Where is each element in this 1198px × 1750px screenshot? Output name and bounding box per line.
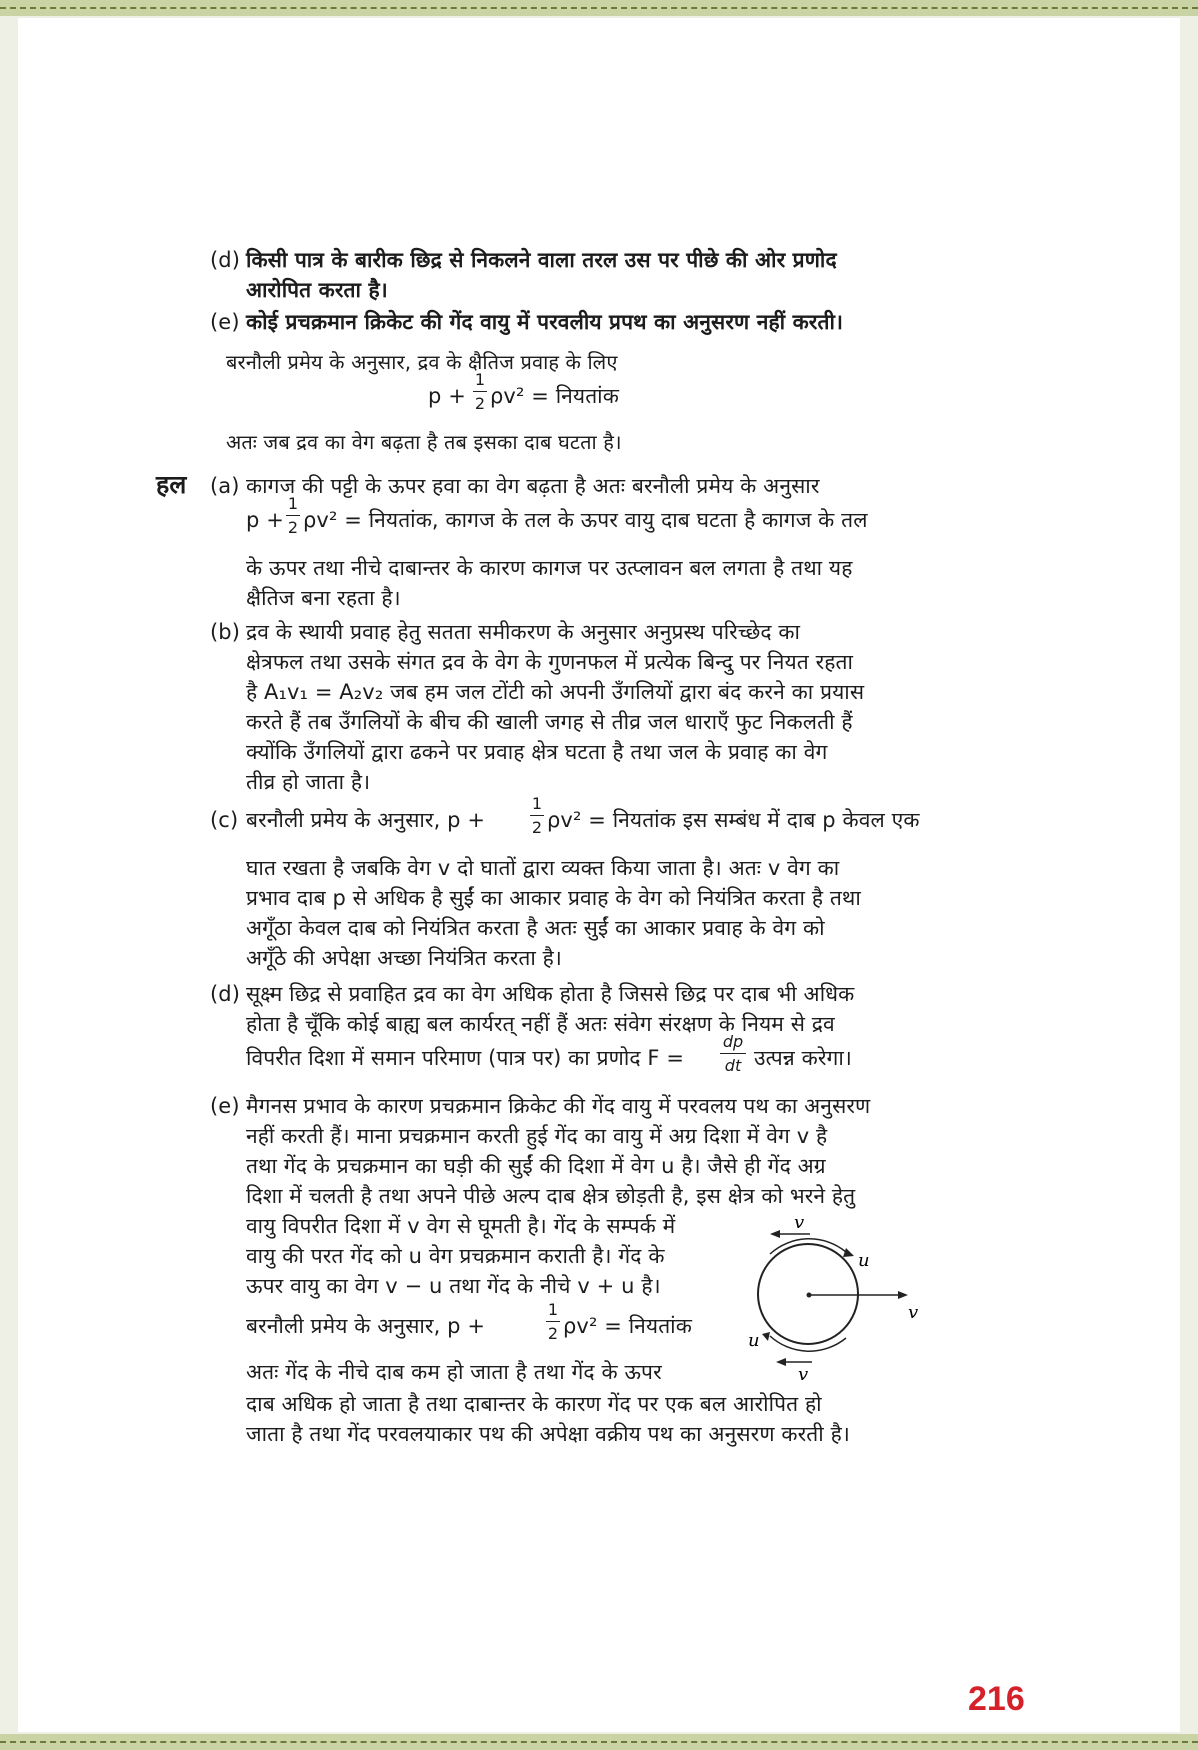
sol-c-line1-left: बरनौली प्रमेय के अनुसार, p + [246,808,486,832]
sol-c-line1-right: ρv² = नियतांक इस सम्बंध में दाब p केवल एक [547,808,920,832]
sol-a-frac-bar [286,515,300,516]
top-list-e-line1: कोई प्रचक्रमान क्रिकेट की गेंद वायु में परवलीय प्रपथ का अनुसरण नहीं करती। [246,310,844,334]
hint-frac-num: 1 [474,370,486,389]
sol-b-line6: तीव्र हो जाता है। [246,770,371,794]
sol-a-frac-den: 2 [287,518,299,537]
sol-c-label: (c) [210,808,239,832]
sol-b-line4: करते हैं तब उँगलियों के बीच की खाली जगह से तीव्र जल धाराएँ फुट निकलती हैं [246,710,853,734]
sol-d-line1: सूक्ष्म छिद्र से प्रवाहित द्रव का वेग अधिक होता है जिससे छिद्र पर दाब भी अधिक [246,982,855,1006]
sol-a-line4: क्षैतिज बना रहता है। [246,586,401,610]
sol-c-frac-num: 1 [531,794,543,813]
top-v-arrowhead [770,1230,780,1238]
fig-label-bottom-v: v [798,1364,809,1385]
fig-label-u-right: u [858,1250,870,1271]
hint-line1: बरनौली प्रमेय के अनुसार, द्रव के क्षैतिज प्रवाह के लिए [226,350,618,374]
hint-eq-left: p + [428,384,466,408]
sol-e-label: (e) [210,1094,240,1118]
sol-c-line5: अगूँठे की अपेक्षा अच्छा नियंत्रित करता है। [246,946,562,970]
sol-c-line4: अगूँठा केवल दाब को नियंत्रित करता है अतः सुईं का आकार प्रवाह के वेग को [246,916,825,940]
fig-label-v-right: v [908,1302,919,1323]
sol-e-line8-right: ρv² = नियतांक [563,1314,692,1338]
sol-c-line2: घात रखता है जबकि वेग v दो घातों द्वारा व्यक्त किया जाता है। अतः v वेग का [246,856,840,880]
bottom-border [0,1734,1198,1750]
sol-a-line3: के ऊपर तथा नीचे दाबान्तर के कारण कागज पर उत्प्लावन बल लगता है तथा यह [246,556,853,580]
sol-a-line1: कागज की पट्टी के ऊपर हवा का वेग बढ़ता है अतः बरनौली प्रमेय के अनुसार [246,474,820,498]
sol-e-frac-bar [546,1321,560,1322]
hint-frac-den: 2 [474,394,486,413]
hint-frac-bar [473,391,487,392]
top-list-d-label: (d) [210,248,241,272]
sol-a-frac-num: 1 [287,494,299,513]
fig-label-u-left: u [748,1330,760,1351]
sol-e-line5: वायु विपरीत दिशा में v वेग से घूमती है। गेंद के सम्पर्क में [246,1214,676,1238]
bottom-airflow-arrowhead [762,1332,770,1341]
sol-e-line2: नहीं करती हैं। माना प्रचक्रमान करती हुई गेंद का वायु में अग्र दिशा में वेग v है [246,1124,828,1148]
solution-heading: हल [156,470,187,499]
hint-line2: अतः जब द्रव का वेग बढ़ता है तब इसका दाब घटता है। [226,430,622,454]
sol-b-line3: है A₁v₁ = A₂v₂ जब हम जल टोंटी को अपनी उँगलियों द्वारा बंद करने का प्रयास [246,680,865,704]
top-list-e-label: (e) [210,310,240,334]
page [18,18,1180,1732]
sol-d-line2: होता है चूँकि कोई बाह्य बल कार्यरत् नहीं हैं अतः संवेग संरक्षण के नियम से द्रव [246,1012,835,1036]
sol-e-line3: तथा गेंद के प्रचक्रमान का घड़ी की सुईं की दिशा में वेग u है। जैसे ही गेंद अग्र [246,1154,826,1178]
sol-e-frac-den: 2 [547,1324,559,1343]
page-number: 216 [968,1680,1025,1718]
sol-c-frac-bar [530,815,544,816]
sol-c-frac-den: 2 [531,818,543,837]
sol-e-line11: जाता है तथा गेंद परवलयाकार पथ की अपेक्षा वक्रीय पथ का अनुसरण करती है। [246,1422,850,1446]
sol-d-frac-den: dt [724,1056,742,1075]
sol-e-line8-left: बरनौली प्रमेय के अनुसार, p + [246,1314,486,1338]
sol-a-eq-left: p + [246,508,284,532]
sol-d-label: (d) [210,982,241,1006]
sol-b-line1: द्रव के स्थायी प्रवाह हेतु सतता समीकरण के अनुसार अनुप्रस्थ परिच्छेद का [246,620,801,644]
top-list-d-line2: आरोपित करता है। [246,278,388,302]
sol-e-line1: मैगनस प्रभाव के कारण प्रचक्रमान क्रिकेट की गेंद वायु में परवलय पथ का अनुसरण [246,1094,871,1118]
sol-a-line2: ρv² = नियतांक, कागज के तल के ऊपर वायु दाब घटता है कागज के तल [303,508,868,532]
sol-e-frac-num: 1 [547,1300,559,1319]
sol-e-line7: ऊपर वायु का वेग v − u तथा गेंद के नीचे v + u है। [246,1274,661,1298]
sol-d-frac-num: dp [722,1032,744,1051]
sol-b-label: (b) [210,620,241,644]
hint-eq-right: ρv² = नियतांक [490,384,619,408]
spinning-ball-figure [708,1196,938,1386]
top-airflow-arrowhead [843,1248,854,1257]
top-list-d-line1: किसी पात्र के बारीक छिद्र से निकलने वाला तरल उस पर पीछे की ओर प्रणोद [246,248,837,272]
bottom-v-arrowhead [776,1358,786,1366]
sol-b-line5: क्योंकि उँगलियों द्वारा ढकने पर प्रवाह क्षेत्र घटता है तथा जल के प्रवाह का वेग [246,740,828,764]
sol-d-line3-left: विपरीत दिशा में समान परिमाण (पात्र पर) का प्रणोद F = [246,1046,685,1070]
sol-a-label: (a) [210,474,240,498]
fig-label-top-v: v [794,1212,805,1233]
sol-e-line10: दाब अधिक हो जाता है तथा दाबान्तर के कारण गेंद पर एक बल आरोपित हो [246,1392,822,1416]
sol-b-line2: क्षेत्रफल तथा उसके संगत द्रव के वेग के गुणनफल में प्रत्येक बिन्दु पर नियत रहता [246,650,854,674]
sol-d-frac-bar [720,1053,746,1054]
top-border [0,0,1198,16]
sol-e-line9: अतः गेंद के नीचे दाब कम हो जाता है तथा गेंद के ऊपर [246,1360,662,1384]
velocity-arrow-head [898,1291,908,1299]
sol-e-line6: वायु की परत गेंद को u वेग प्रचक्रमान कराती है। गेंद के [246,1244,665,1268]
sol-c-line3: प्रभाव दाब p से अधिक है सुईं का आकार प्रवाह के वेग को नियंत्रित करता है तथा [246,886,861,910]
sol-e-line4: दिशा में चलती है तथा अपने पीछे अल्प दाब क्षेत्र छोड़ती है, इस क्षेत्र को भरने हेतु [246,1184,856,1208]
sol-d-line3-right: उत्पन्न करेगा। [754,1046,852,1070]
